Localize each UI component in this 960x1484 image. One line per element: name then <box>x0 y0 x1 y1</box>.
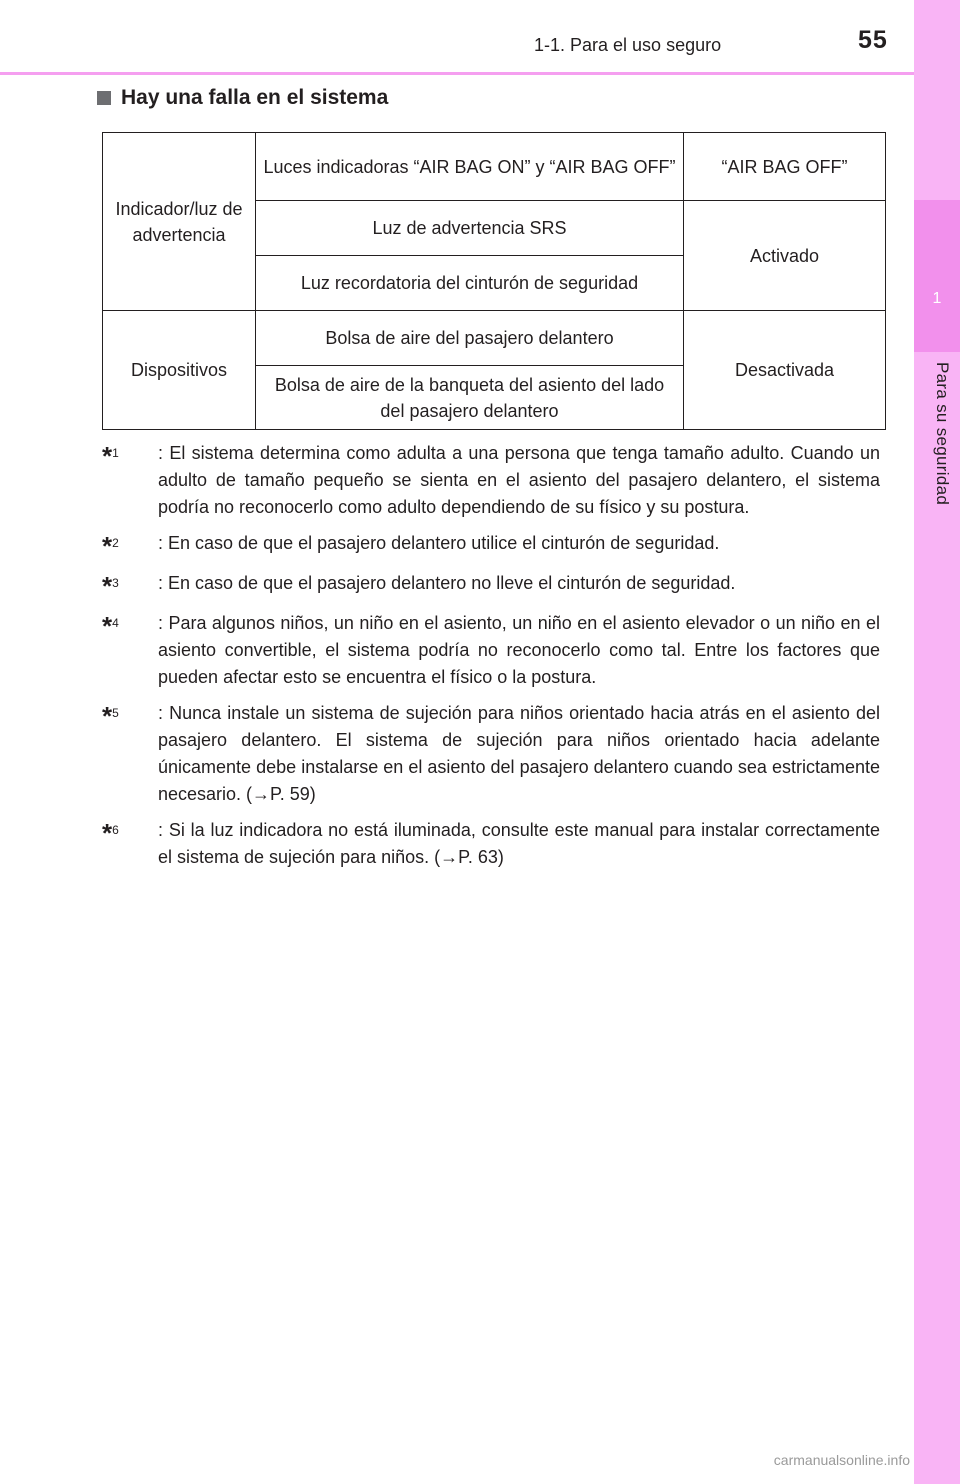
row-group-devices: Dispositivos <box>103 311 256 430</box>
status-table <box>102 132 886 430</box>
footnote-marker: *$^2$ <box>102 531 119 561</box>
side-tab-label: Para su seguridad <box>933 362 952 506</box>
section-heading <box>97 86 388 110</box>
devices-value-cell: Desactivada <box>684 311 886 430</box>
seatbelt-light-cell: Luz recordatoria del cinturón de seguridad <box>256 256 684 311</box>
footnote-marker: *$^3$ <box>102 571 119 601</box>
footnote-text: : Nunca instale un sistema de sujeción para niños orientado hacia atrás en el asiento del pasajero delantero. El sistema de sujeción para niños orientado hacia adelante únicamente debe instalarse en el asiento del pasajero delantero cuando sea estrictamente necesario. (→P. 59) <box>158 703 880 804</box>
footnote-text: : En caso de que el pasajero delantero no lleve el cinturón de seguridad. <box>158 573 736 593</box>
side-tab-chapter <box>914 200 960 352</box>
square-bullet-icon <box>97 91 111 105</box>
footnote-text: : En caso de que el pasajero delantero utilice el cinturón de seguridad. <box>158 533 720 553</box>
header-rule <box>0 72 914 75</box>
cushion-airbag-cell: Bolsa de aire de la banqueta del asiento del lado del pasajero delantero <box>256 366 684 430</box>
front-airbag-cell: Bolsa de aire del pasajero delantero <box>256 311 684 366</box>
heading-text: Hay una falla en el sistema <box>121 86 389 109</box>
footnote <box>102 700 880 808</box>
footnote <box>102 530 880 561</box>
footnotes <box>102 440 880 880</box>
watermark: carmanualsonline.info <box>773 1452 910 1468</box>
footnote-marker: *$^6$ <box>102 818 119 848</box>
indicator-lights-cell: Luces indicadoras “AIR BAG ON” y “AIR BAG OFF” <box>256 133 684 201</box>
footnote-marker: *$^4$ <box>102 611 119 641</box>
footnote <box>102 817 880 871</box>
footnote <box>102 570 880 601</box>
footnote-text: : Si la luz indicadora no está iluminada, consulte este manual para instalar correctamente el sistema de sujeción para niños. (→P. 63) <box>158 820 880 867</box>
footnote-text: : El sistema determina como adulta a una persona que tenga tamaño adulto. Cuando un adulto de tamaño pequeño se sienta en el asiento del pasajero delantero, el sistema podría no reconocerlo como adulto dependiendo de su físico y su postura. <box>158 443 880 517</box>
footnote <box>102 610 880 691</box>
footnote <box>102 440 880 521</box>
footnote-text: : Para algunos niños, un niño en el asiento, un niño en el asiento elevador o un niño en el asiento convertible, el sistema podría no reconocerlo como tal. Entre los factores que pueden afectar esto se encuentra el físico o la postura. <box>158 613 880 687</box>
side-tab-number: 1 <box>932 290 942 307</box>
section-title: 1-1. Para el uso seguro <box>534 35 722 55</box>
footnote-marker: *$^5$ <box>102 701 119 731</box>
page-number: 55 <box>858 26 888 54</box>
srs-light-cell: Luz de advertencia SRS <box>256 201 684 256</box>
indicator-value-cell: “AIR BAG OFF” <box>684 133 886 201</box>
lights-value-cell: Activado <box>684 201 886 311</box>
row-group-indicator: Indicador/luz de advertencia <box>103 133 256 311</box>
footnote-marker: *$^1$ <box>102 441 119 471</box>
